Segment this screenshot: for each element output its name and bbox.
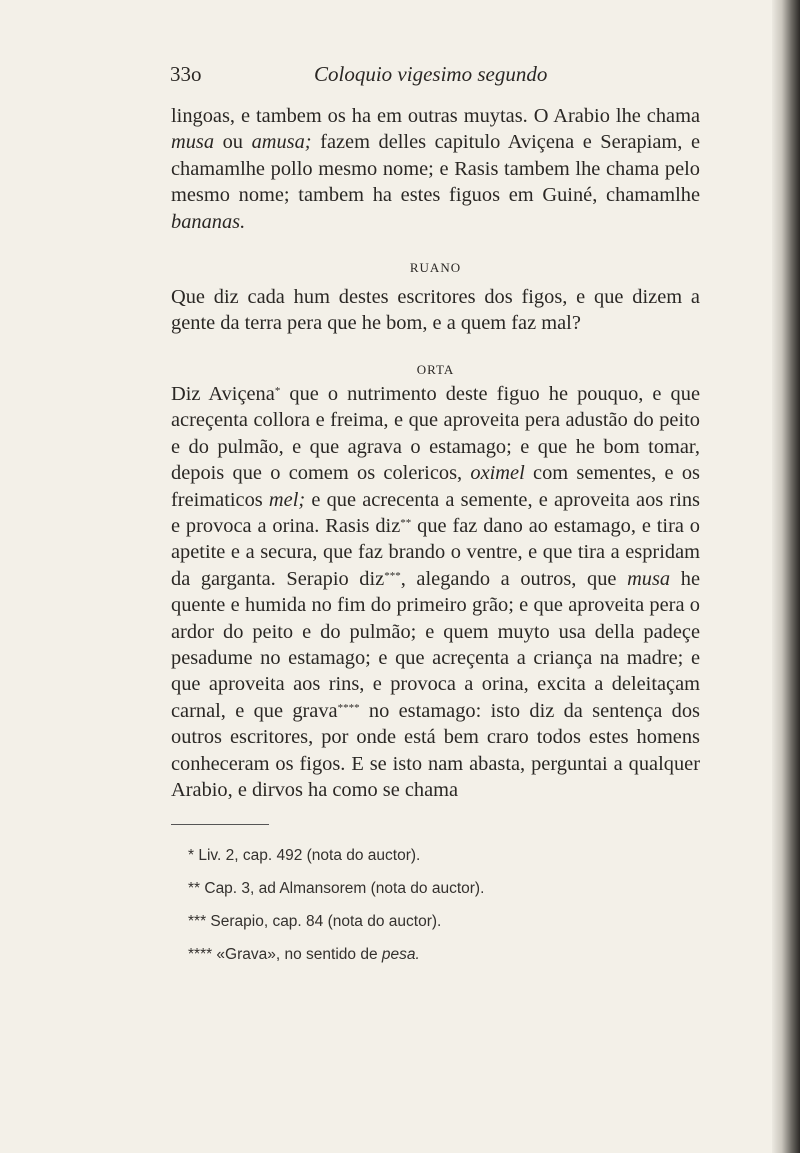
footnote-marker: * [274, 385, 281, 397]
footnotes [188, 846, 708, 978]
italic-run: musa [627, 567, 671, 590]
italic-run: pesa. [381, 946, 420, 963]
italic-run: bananas. [171, 210, 246, 233]
paragraph-3: Diz Aviçena* que o nutrimento deste figuo he pouquo, e que acreçenta collora e freima, e que aproveita pera adustão do peito e do pulmão, e que agrava o estamago; e que he bom tomar, depois que o comem os colericos, oximel com sementes, e os freimaticos mel; e que acrecenta a semente, e aproveita aos rins e provoca a orina. Rasis diz** que faz dano ao estamago, e tira o apetite e a secura, que faz brando o ventre, e que tira a espridam da garganta. Serapio diz***, alegando a outros, que musa he quente e humida no fim do primeiro grão; e que aproveita pera o ardor do peito e do pulmão; e quem muyto usa della padeçe pesadume no estamago; e que acreçenta a criança na madre; e que aproveita aos rins, e provoca a orina, excita a deleitaçam carnal, e que grava**** no estamago: isto diz da sentença dos outros escritores, por onde está bem craro todos estes homens conheceram os figos. E se isto nam abasta, perguntai a qualquer Arabio, e dirvos ha como se chama [171, 383, 701, 802]
footnote-marker: ** [400, 517, 412, 530]
italic-run: mel; [268, 488, 306, 511]
italic-run: amusa; [251, 131, 312, 154]
footnote-marker: *** [384, 569, 401, 582]
footnote-marker: **** [337, 701, 360, 714]
speaker-ruano: RUANO [409, 260, 462, 275]
paragraph-2: Que diz cada hum destes escritores dos figos, e que dizem a gente da terra pera que he bom, e a quem faz mal? [171, 286, 700, 335]
page-header [170, 62, 730, 92]
footnote-rule [171, 824, 269, 825]
page-edge-shadow [772, 0, 800, 1153]
footnote-4: **** «Grava», no sentido de pesa. [188, 946, 420, 963]
italic-run: oximel [470, 462, 525, 485]
footnote-3: *** Serapio, cap. 84 (nota do auctor). [188, 913, 442, 930]
running-title: Coloquio vigesimo segundo [314, 62, 548, 86]
footnote-2: ** Cap. 3, ad Almansorem (nota do auctor). [188, 880, 485, 897]
footnote-1: * Liv. 2, cap. 492 (nota do auctor). [188, 847, 421, 864]
page-number: 33o [170, 62, 202, 86]
paragraph-1: lingoas, e tambem os ha em outras muytas. O Arabio lhe chama musa ou amusa; fazem delles capitulo Aviçena e Serapiam, e chamamlhe pollo mesmo nome; e Rasis tambem lhe chama pelo mesmo nome; tambem ha estes figuos em Guiné, chamamlhe bananas. [171, 105, 700, 233]
speaker-orta: ORTA [416, 362, 455, 377]
italic-run: musa [171, 131, 215, 154]
